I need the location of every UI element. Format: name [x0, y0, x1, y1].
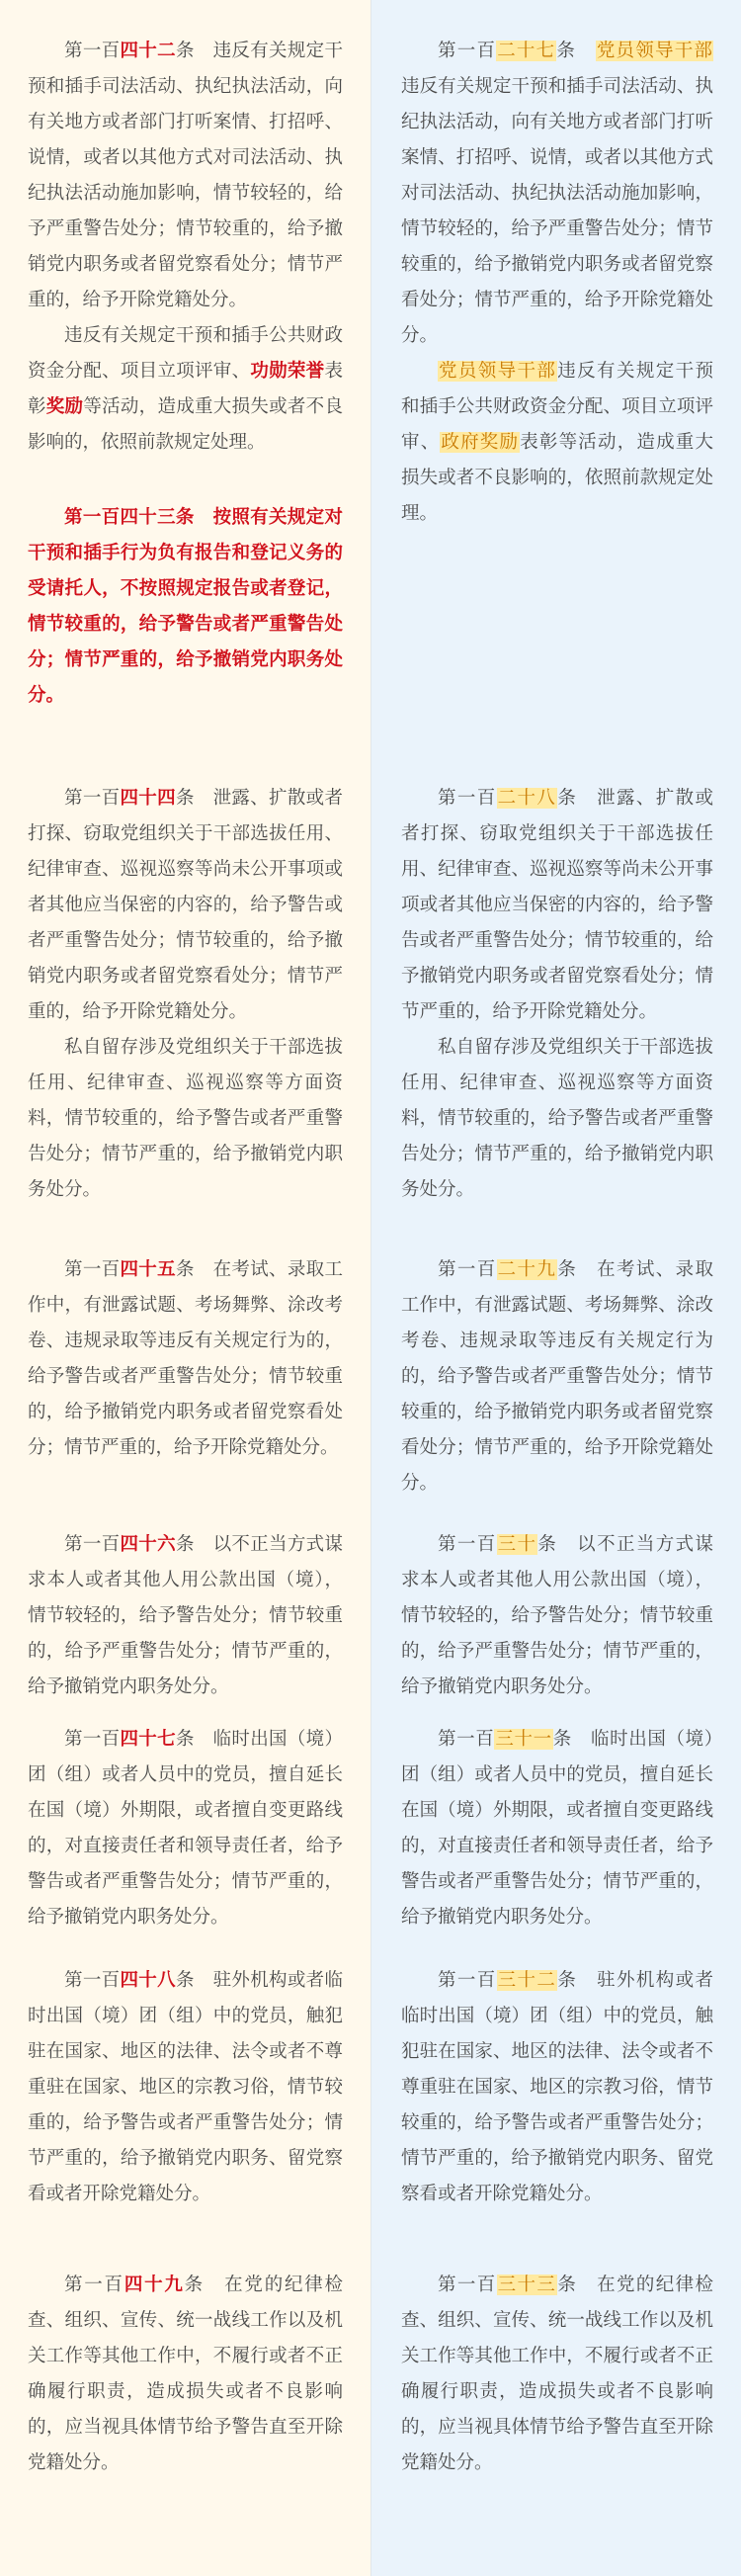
- article-127-para-2: 党员领导干部违反有关规定干预和插手公共财政资金分配、项目立项评审、政府奖励表彰等活动，造成重大损失或者不良影响的，依照前款规定处理。: [401, 361, 713, 524]
- article-142-para-1: 第一百四十二条 违反有关规定干预和插手司法活动、执纪执法活动，向有关地方或者部门打听案情、打招呼、说情，或者以其他方式对司法活动、执纪执法活动施加影响，情节较轻的，给予严重警告处分；情节较重的，给予撤销党内职务或者留党察看处分；情节严重的，给予开除党籍处分。: [28, 41, 343, 310]
- article-146-para: 第一百四十六条 以不正当方式谋求本人或者其他人用公款出国（境），情节较轻的，给予警告处分；情节较重的，给予严重警告处分；情节严重的，给予撤销党内职务处分。: [28, 1534, 343, 1697]
- article-132-para: 第一百三十二条 驻外机构或者临时出国（境）团（组）中的党员，触犯驻在国家、地区的法律、法令或者不尊重驻在国家、地区的宗教习俗，情节较重的，给予警告或者严重警告处分；情节严重的，给予撤销党内职务、留党察看或者开除党籍处分。: [401, 1970, 713, 2204]
- article-144-para-2: 私自留存涉及党组织关于干部选拔任用、纪律审查、巡视巡察等方面资料，情节较重的，给予警告或者严重警告处分；情节严重的，给予撤销党内职务处分。: [28, 1037, 343, 1200]
- article-147-para: 第一百四十七条 临时出国（境）团（组）或者人员中的党员，擅自延长在国（境）外期限，或者擅自变更路线的，对直接责任者和领导责任者，给予警告或者严重警告处分；情节严重的，给予撤销党内职务处分。: [28, 1729, 343, 1928]
- article-142: [28, 34, 343, 459]
- article-143: [28, 459, 343, 781]
- article-132: [401, 1963, 713, 2268]
- article-127: [401, 34, 713, 781]
- article-133: [401, 2268, 713, 2481]
- article-144-para-1: 第一百四十四条 泄露、扩散或者打探、窃取党组织关于干部选拔任用、纪律审查、巡视巡察等尚未公开事项或者其他应当保密的内容的，给予警告或者严重警告处分；情节较重的，给予撤销党内职务或者留党察看处分；情节严重的，给予开除党籍处分。: [28, 788, 343, 1022]
- article-131: [401, 1722, 713, 1963]
- article-128: [401, 781, 713, 1252]
- article-149: [28, 2268, 343, 2481]
- article-129: [401, 1252, 713, 1527]
- article-130: [401, 1527, 713, 1722]
- article-131-para: 第一百三十一条 临时出国（境）团（组）或者人员中的党员，擅自延长在国（境）外期限，或者擅自变更路线的，对直接责任者和领导责任者，给予警告或者严重警告处分；情节严重的，给予撤销党内职务处分。: [401, 1729, 713, 1928]
- article-142-para-2: 违反有关规定干预和插手公共财政资金分配、项目立项评审、功勋荣誉表彰奖励等活动，造成重大损失或者不良影响的，依照前款规定处理。: [28, 325, 343, 453]
- article-143-para: 第一百四十三条 按照有关规定对干预和插手行为负有报告和登记义务的受请托人，不按照规定报告或者登记，情节较重的，给予警告或者严重警告处分；情节严重的，给予撤销党内职务处分。: [28, 507, 343, 706]
- article-127-para-1: 第一百二十七条 党员领导干部违反有关规定干预和插手司法活动、执纪执法活动，向有关地方或者部门打听案情、打招呼、说情，或者以其他方式对司法活动、执纪执法活动施加影响，情节较轻的，给予严重警告处分；情节较重的，给予撤销党内职务或者留党察看处分；情节严重的，给予开除党籍处分。: [401, 41, 713, 346]
- article-147: [28, 1722, 343, 1963]
- article-145-para: 第一百四十五条 在考试、录取工作中，有泄露试题、考场舞弊、涂改考卷、违规录取等违反有关规定行为的，给予警告或者严重警告处分；情节较重的，给予撤销党内职务或者留党察看处分；情节严重的，给予开除党籍处分。: [28, 1259, 343, 1458]
- article-146: [28, 1527, 343, 1722]
- right-column: [370, 0, 741, 2576]
- article-128-para-1: 第一百二十八条 泄露、扩散或者打探、窃取党组织关于干部选拔任用、纪律审查、巡视巡察等尚未公开事项或者其他应当保密的内容的，给予警告或者严重警告处分；情节较重的，给予撤销党内职务或者留党察看处分；情节严重的，给予开除党籍处分。: [401, 788, 713, 1022]
- article-144: [28, 781, 343, 1252]
- article-149-para: 第一百四十九条 在党的纪律检查、组织、宣传、统一战线工作以及机关工作等其他工作中，不履行或者不正确履行职责，造成损失或者不良影响的，应当视具体情节给予警告直至开除党籍处分。: [28, 2275, 343, 2473]
- article-133-para: 第一百三十三条 在党的纪律检查、组织、宣传、统一战线工作以及机关工作等其他工作中，不履行或者不正确履行职责，造成损失或者不良影响的，应当视具体情节给予警告直至开除党籍处分。: [401, 2275, 713, 2473]
- left-column: [0, 0, 370, 2576]
- article-130-para: 第一百三十条 以不正当方式谋求本人或者其他人用公款出国（境），情节较轻的，给予警告处分；情节较重的，给予严重警告处分；情节严重的，给予撤销党内职务处分。: [401, 1534, 713, 1697]
- article-145: [28, 1252, 343, 1527]
- article-148-para: 第一百四十八条 驻外机构或者临时出国（境）团（组）中的党员，触犯驻在国家、地区的法律、法令或者不尊重驻在国家、地区的宗教习俗，情节较重的，给予警告或者严重警告处分；情节严重的，给予撤销党内职务、留党察看或者开除党籍处分。: [28, 1970, 343, 2204]
- article-129-para: 第一百二十九条 在考试、录取工作中，有泄露试题、考场舞弊、涂改考卷、违规录取等违反有关规定行为的，给予警告或者严重警告处分；情节较重的，给予撤销党内职务或者留党察看处分；情节严重的，给予开除党籍处分。: [401, 1259, 713, 1494]
- article-148: [28, 1963, 343, 2268]
- article-128-para-2: 私自留存涉及党组织关于干部选拔任用、纪律审查、巡视巡察等方面资料，情节较重的，给予警告或者严重警告处分；情节严重的，给予撤销党内职务处分。: [401, 1037, 713, 1200]
